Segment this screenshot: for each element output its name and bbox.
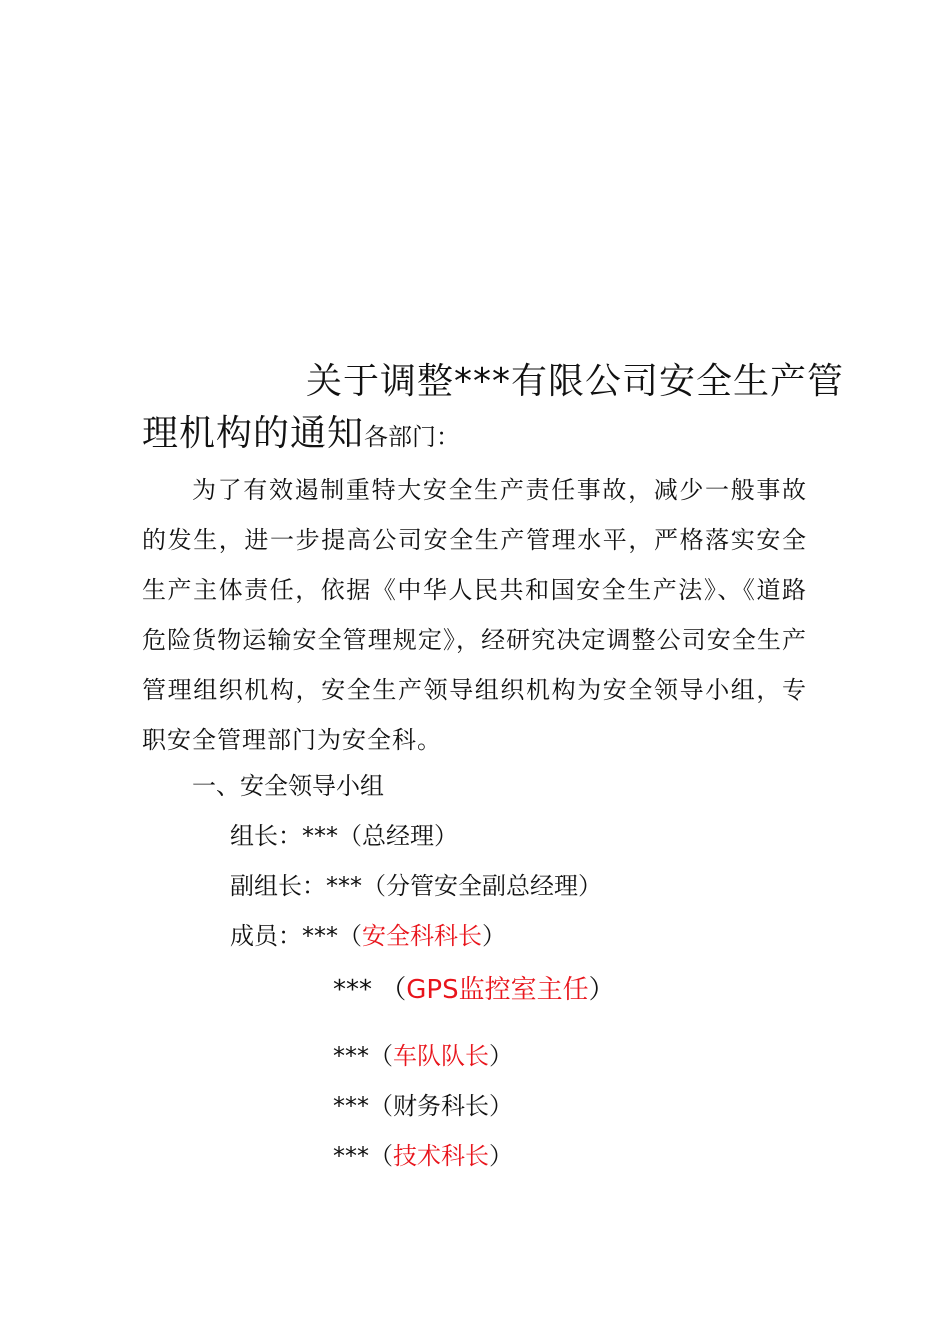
salutation: 各部门： [364,423,461,451]
member-line [333,1136,513,1176]
member-name: *** [333,1142,369,1170]
member-line [333,1036,513,1076]
member-close-paren: ） [588,975,615,1005]
member-close-paren: ） [489,1092,513,1120]
notice-title-line-2 [142,412,460,459]
notice-title-text-1: 关于调整***有限公司安全生产管 [306,361,845,402]
member-role: 车队队长 [393,1042,489,1070]
member-close-paren: ） [489,1142,513,1170]
section-heading: 一、安全领导小组 [192,772,384,800]
member-open-paren: （ [369,1142,393,1170]
member-role: GPS监控室主任 [406,975,589,1005]
member-line [333,1086,513,1126]
member-role: 财务科长 [393,1092,489,1120]
members-label: 成员：***（ [230,922,362,950]
member-name: *** [333,1042,369,1070]
deputy-leader-line: 副组长：***（分管安全副总经理） [230,872,602,900]
group-leader-line: 组长：***（总经理） [230,822,458,850]
member-open-paren: （ [369,1042,393,1070]
member-close-paren: ） [482,922,506,950]
members-line [230,916,506,956]
notice-title-line-1 [306,360,844,404]
body-paragraph: 为了有效遏制重特大安全生产责任事故，减少一般事故的发生，进一步提高公司安全生产管理水平，严格落实安全生产主体责任，依据《中华人民共和国安全生产法》、《道路危险货物运输安全管理规定》，经研究决定调整公司安全生产管理组织机构，安全生产领导组织机构为安全领导小组，专职安全管理部门为安全科。 [142,476,807,754]
member-open-paren: （ [372,975,407,1005]
member-role: 技术科长 [393,1142,489,1170]
member-name: *** [333,1092,369,1120]
notice-title-text-2: 理机构的通知 [142,413,365,454]
member-line [333,970,615,1010]
member-name: *** [333,975,372,1005]
member-close-paren: ） [489,1042,513,1070]
member-open-paren: （ [369,1092,393,1120]
member-role: 安全科科长 [362,922,482,950]
